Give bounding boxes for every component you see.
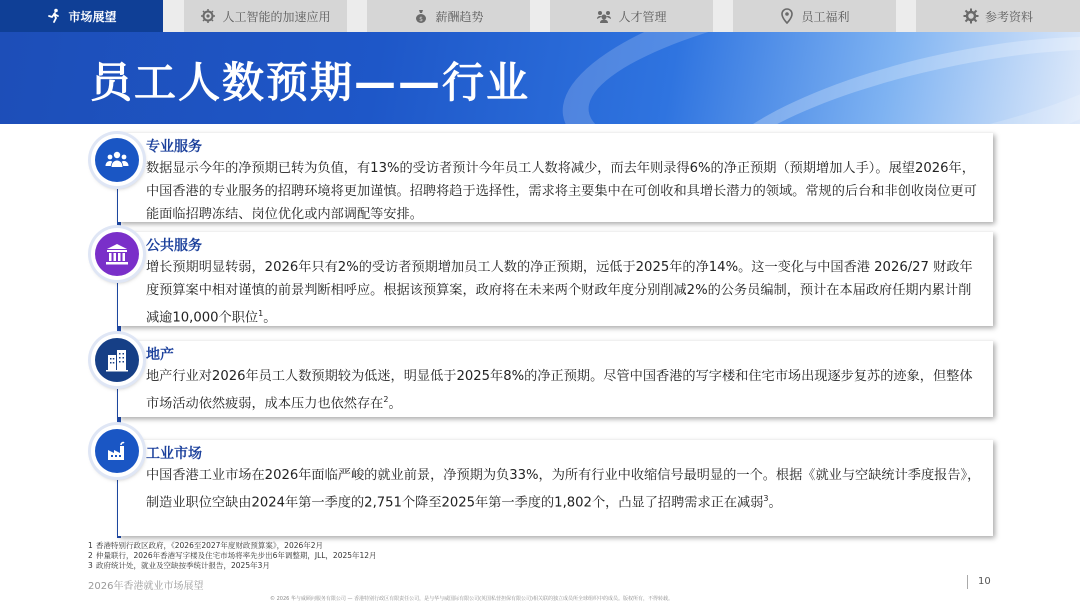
section-title: 公共服务 (146, 238, 202, 254)
footnote-ref: 3 (763, 494, 769, 503)
footnote-ref: 2 (383, 395, 389, 404)
footnote: 3 政府统计处，就业及空缺按季统计报告，2025年3月 (88, 561, 270, 570)
section-card-public-services (118, 232, 993, 326)
footnote: 2 仲量联行，2026年香港写字楼及住宅市场将率先步出6年调整期，JLL，2025年12月 (88, 551, 377, 560)
people-group-icon (104, 147, 130, 173)
svg-text:$: $ (419, 16, 424, 23)
tab-market-outlook[interactable] (0, 0, 163, 32)
tab-references[interactable] (916, 0, 1080, 32)
section-title: 工业市场 (146, 446, 202, 462)
section-badge (91, 425, 143, 477)
section-body (146, 256, 981, 329)
location-pin-icon (779, 8, 795, 24)
runner-icon (46, 8, 62, 24)
section-card-real-estate (118, 341, 993, 417)
footer-label: 2026年香港就业市场展望 (88, 581, 204, 592)
gear-brain-icon (200, 8, 216, 24)
section-body-tail: 。 (263, 310, 277, 326)
section-body-text: 地产行业对2026年员工人数预期较为低迷，明显低于2025年8%的净正预期。尽管中国香港的写字楼和住宅市场出现逐步复苏的迹象，但整体市场活动依然疲弱，成本压力也依然存在 (146, 369, 973, 412)
section-body-tail: 。 (388, 396, 402, 412)
section-body (146, 464, 981, 514)
section-card-professional-services (118, 133, 993, 222)
tab-ai-applications[interactable] (184, 0, 347, 32)
tab-label: 薪酬趋势 (435, 9, 484, 24)
section-badge (91, 228, 143, 280)
tab-employee-benefits[interactable] (733, 0, 896, 32)
top-navigation (0, 0, 1080, 32)
section-badge (91, 134, 143, 186)
section-body: 数据显示今年的净预期已转为负值，有13%的受访者预计今年员工人数将减少，而去年则录得6%的净正预期（预期增加人手）。展望2026年，中国香港的专业服务的招聘环境将更加谨慎。招聘将趋于选择性，需求将主要集中在可创收和具增长潜力的领域。常规的后台和非创收岗位更可能面临招聘冻结、岗位优化或内部调配等安排。 (146, 161, 977, 222)
section-card-industrial-market (118, 440, 993, 536)
footnote: 1 香港特别行政区政府，《2026至2027年度财政预算案》，2026年2月 (88, 541, 324, 550)
tab-label: 人工智能的加速应用 (222, 9, 331, 24)
section-body-text: 增长预期明显转弱，2026年只有2%的受访者预期增加员工人数的净正预期，远低于2025年的净14%。这一变化与中国香港 2026/27 财政年度预算案中相对谨慎的前景判断相呼应。根据该预算案，政府将在未来两个财政年度分别削减2%的公务员编制，预计在本届政府任期内累计削减逾10,000个职位 (146, 260, 973, 326)
section-title: 地产 (146, 347, 174, 363)
section-badge (91, 334, 143, 386)
footnotes (88, 541, 377, 571)
tab-label: 人才管理 (618, 9, 667, 24)
section-body (146, 365, 981, 415)
disclaimer: © 2026 华与威顾问服务有限公司 — 香港特别行政区有限责任公司，是与华与威国际有限公司(英国私营担保有限公司)相关联的独立成员所全球组织中的成员。版权所有，不得转载。 (270, 596, 673, 602)
tab-salary-trends[interactable] (367, 0, 530, 32)
government-building-icon (104, 241, 130, 267)
people-gear-icon (596, 8, 612, 24)
page-title: 员工人数预期——行业 (90, 58, 531, 107)
money-bag-icon (413, 8, 429, 24)
section-body-text: 中国香港工业市场在2026年面临严峻的就业前景，净预期为负33%，为所有行业中收缩信号最明显的一个。根据《就业与空缺统计季度报告》，制造业职位空缺由2024年第一季度的2,751个降至2025年第一季度的1,802个，凸显了招聘需求正在减弱 (146, 468, 981, 511)
buildings-icon (104, 347, 130, 373)
tab-talent-management[interactable] (550, 0, 713, 32)
tab-label: 参考资料 (984, 9, 1033, 24)
factory-icon (104, 438, 130, 464)
page-number: 10 (967, 575, 991, 589)
tab-label: 员工福利 (801, 9, 850, 24)
section-title: 专业服务 (146, 139, 202, 155)
gear-icon (963, 8, 979, 24)
section-body-tail: 。 (768, 495, 782, 511)
tab-label: 市场展望 (68, 9, 117, 24)
footnote-ref: 1 (258, 309, 264, 318)
